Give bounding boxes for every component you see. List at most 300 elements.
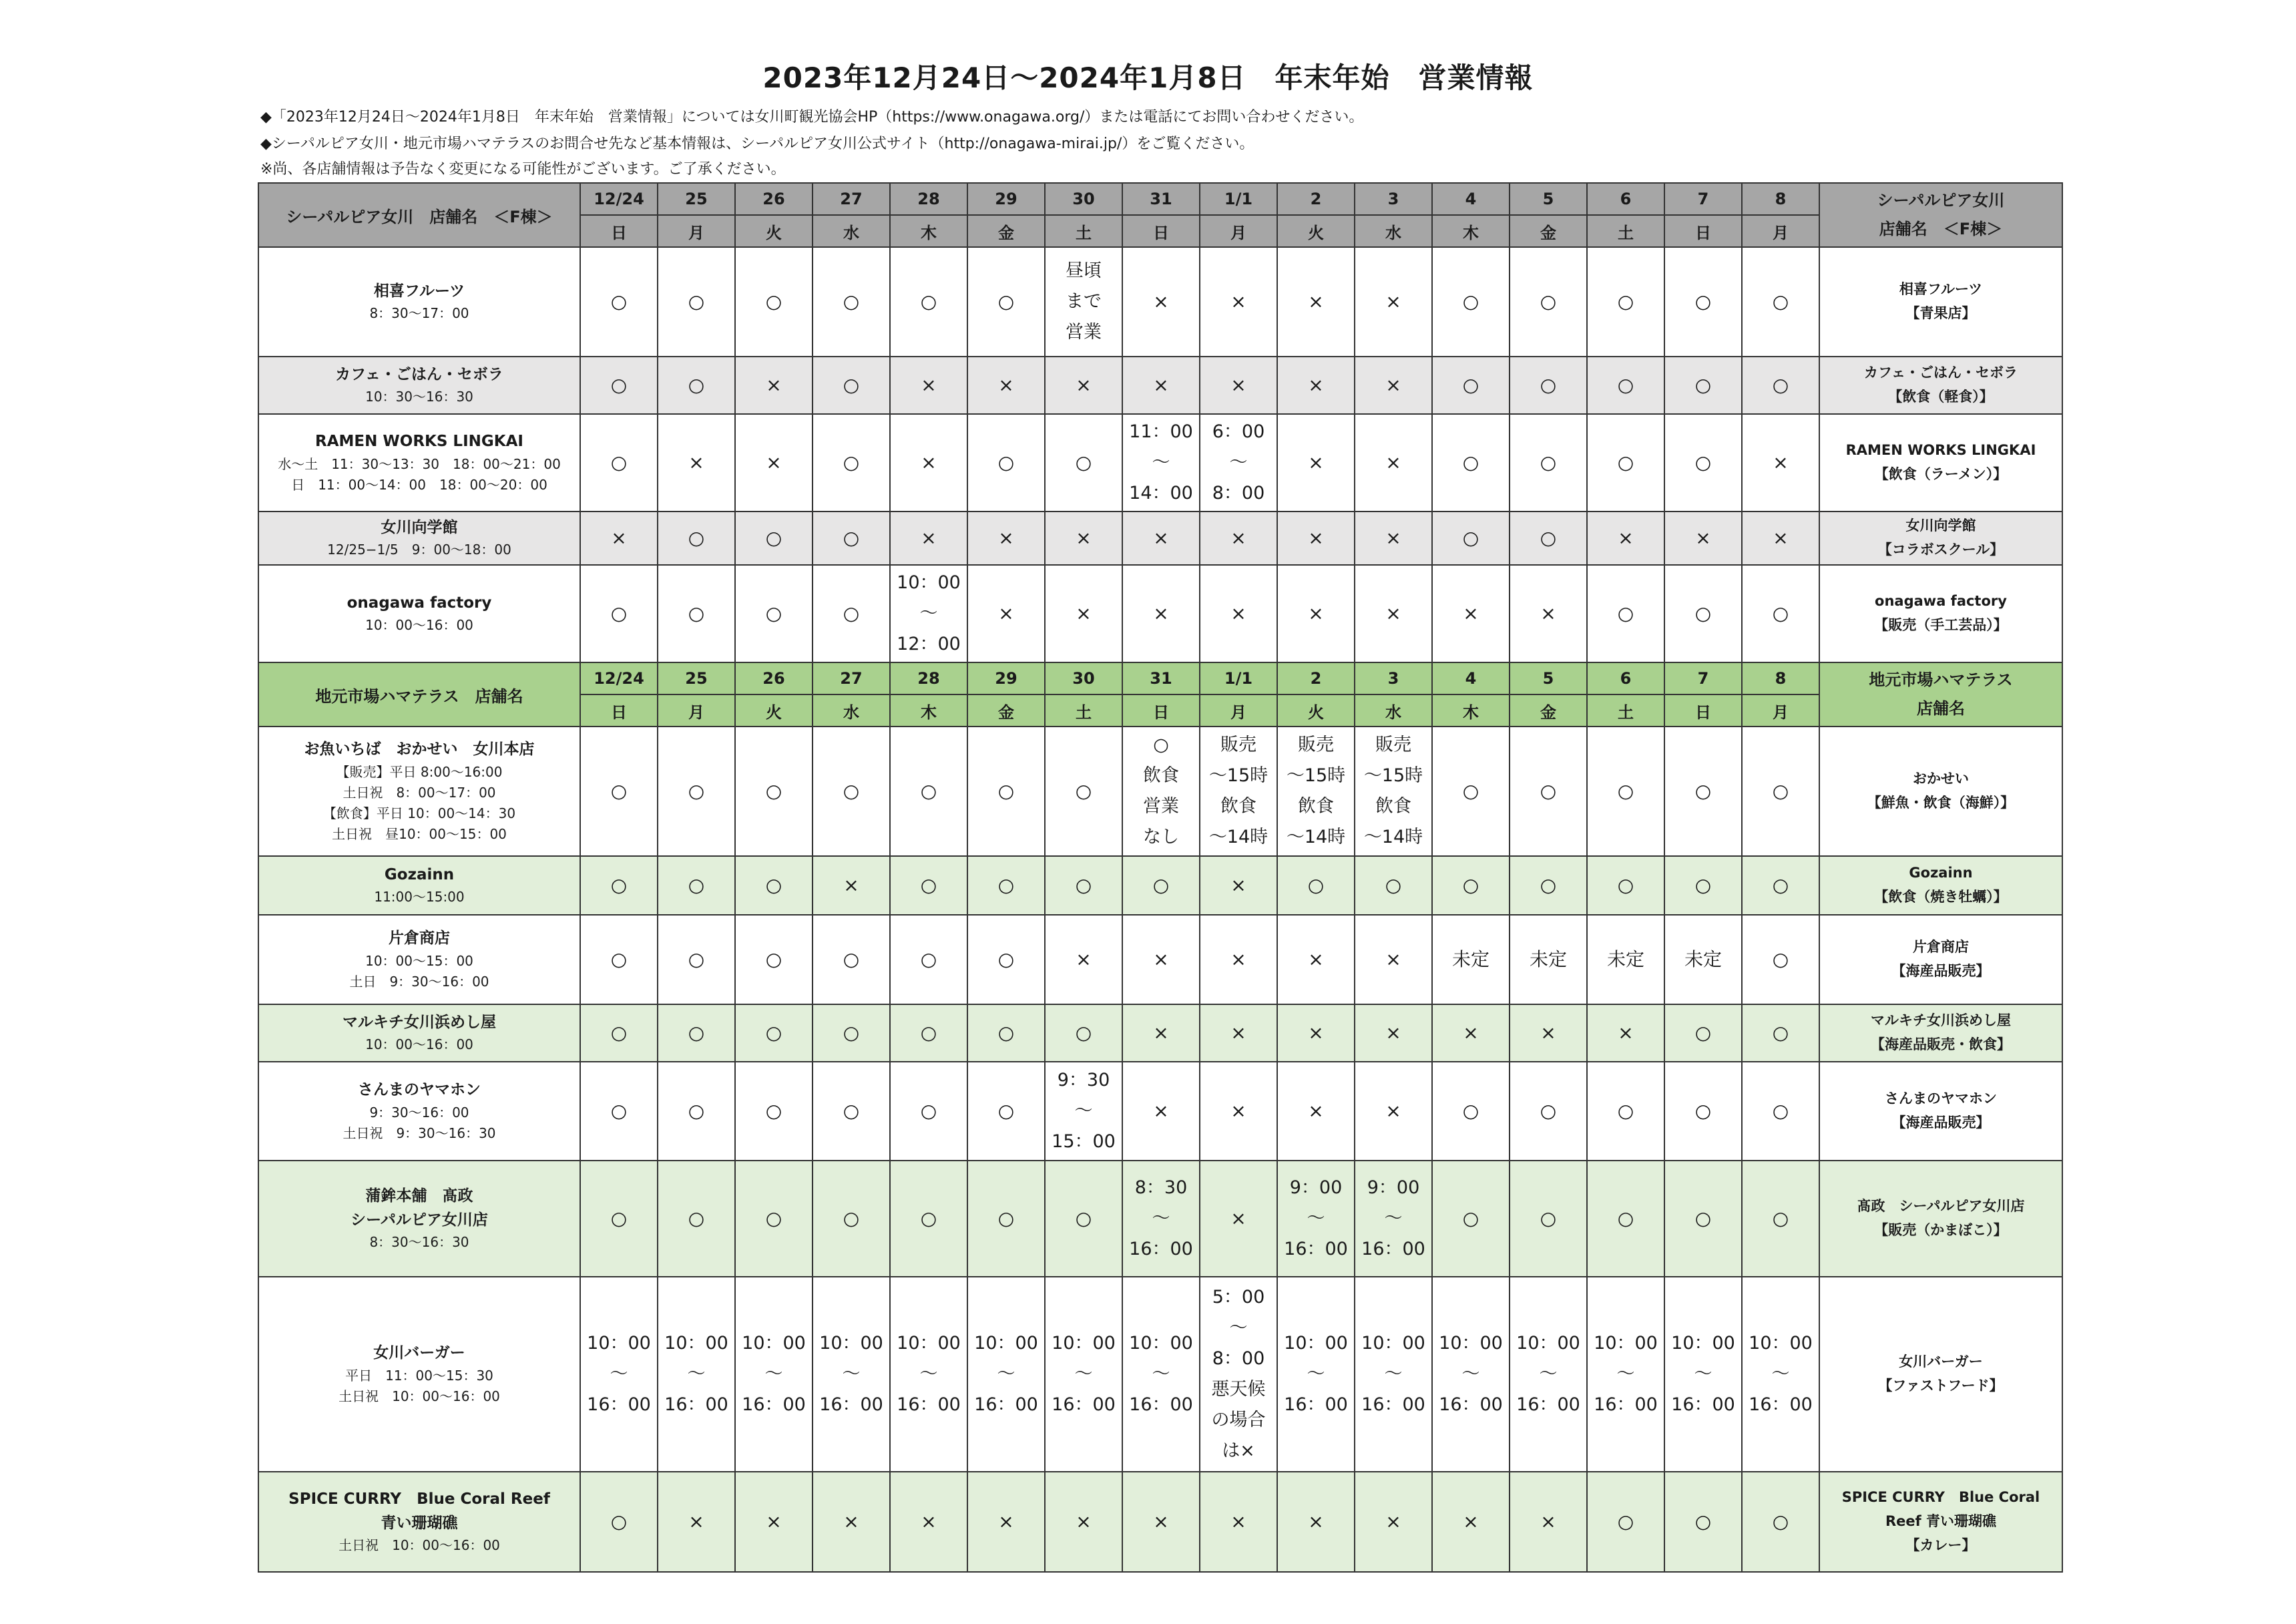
status-cell: × bbox=[890, 512, 967, 565]
status-cell: ○ bbox=[890, 727, 967, 856]
status-cell: ○ bbox=[1432, 727, 1510, 856]
status-cell: × bbox=[1045, 915, 1122, 1004]
weekday-header: 水 bbox=[1355, 694, 1432, 727]
status-cell: 9：00 ～ 16：00 bbox=[1355, 1161, 1432, 1277]
store-row bbox=[258, 727, 2062, 856]
store-category-cell: 髙政 シーパルピア女川店 【販売（かまぼこ）】 bbox=[1819, 1161, 2062, 1277]
status-cell: ○ bbox=[1045, 1161, 1122, 1277]
status-cell: ○ bbox=[1664, 1004, 1742, 1062]
status-cell: ○ bbox=[1510, 512, 1587, 565]
status-cell: ○ bbox=[1664, 1161, 1742, 1277]
status-cell: × bbox=[1200, 565, 1277, 662]
store-name-cell bbox=[258, 247, 580, 357]
status-cell: ○ bbox=[735, 1161, 813, 1277]
weekday-header: 火 bbox=[1277, 694, 1355, 727]
status-cell: 10：00 ～ 16：00 bbox=[967, 1277, 1045, 1472]
weekday-header: 火 bbox=[735, 694, 813, 727]
section-header-dates bbox=[258, 183, 2062, 215]
status-cell: ○ bbox=[1742, 915, 1819, 1004]
status-cell: × bbox=[1200, 247, 1277, 357]
section-header-right: 地元市場ハマテラス 店舗名 bbox=[1819, 662, 2062, 727]
store-hours: 【飲食】平日 10：00～14：30 bbox=[322, 805, 516, 821]
status-cell: ○ bbox=[1432, 414, 1510, 512]
store-row bbox=[258, 1277, 2062, 1472]
status-cell: ○ bbox=[1510, 727, 1587, 856]
date-header: 2 bbox=[1277, 183, 1355, 215]
status-cell: ○ bbox=[735, 1004, 813, 1062]
status-cell: ○ bbox=[890, 915, 967, 1004]
status-cell: ○ bbox=[1664, 414, 1742, 512]
store-hours: 土日祝 昼10：00～15：00 bbox=[332, 825, 507, 842]
date-header: 31 bbox=[1122, 662, 1200, 694]
status-cell: × bbox=[967, 565, 1045, 662]
status-cell: ○ bbox=[890, 1004, 967, 1062]
store-name: 青い珊瑚礁 bbox=[381, 1514, 458, 1532]
section-header-right: シーパルピア女川 店舗名 ＜F棟＞ bbox=[1819, 183, 2062, 247]
status-cell: ○ bbox=[1045, 1004, 1122, 1062]
weekday-header: 月 bbox=[658, 694, 735, 727]
store-row bbox=[258, 414, 2062, 512]
store-name: onagawa factory bbox=[347, 594, 492, 612]
status-cell: × bbox=[1200, 1472, 1277, 1572]
store-name: RAMEN WORKS LINGKAI bbox=[315, 433, 523, 451]
status-cell: 販売 ～15時 飲食 ～14時 bbox=[1200, 727, 1277, 856]
status-cell: × bbox=[1355, 512, 1432, 565]
status-cell: ○ bbox=[580, 565, 658, 662]
status-cell: × bbox=[1587, 1004, 1664, 1062]
status-cell: ○ bbox=[967, 1004, 1045, 1062]
status-cell: × bbox=[735, 414, 813, 512]
status-cell: × bbox=[1432, 1472, 1510, 1572]
status-cell: × bbox=[1432, 1004, 1510, 1062]
weekday-header: 土 bbox=[1587, 215, 1664, 247]
status-cell: 未定 bbox=[1664, 915, 1742, 1004]
status-cell: ○ bbox=[580, 1062, 658, 1161]
status-cell: ○ bbox=[1355, 856, 1432, 915]
date-header: 26 bbox=[735, 662, 813, 694]
status-cell: ○ bbox=[580, 915, 658, 1004]
status-cell: ○ bbox=[1664, 357, 1742, 414]
date-header: 25 bbox=[658, 183, 735, 215]
date-header: 30 bbox=[1045, 183, 1122, 215]
status-cell: ○ bbox=[813, 1004, 890, 1062]
status-cell: ○ bbox=[735, 1062, 813, 1161]
status-cell: × bbox=[1277, 247, 1355, 357]
date-header: 28 bbox=[890, 662, 967, 694]
status-cell: ○ bbox=[813, 357, 890, 414]
status-cell: × bbox=[1200, 856, 1277, 915]
status-cell: ○ bbox=[658, 1004, 735, 1062]
status-cell: × bbox=[1510, 1472, 1587, 1572]
store-name-cell bbox=[258, 565, 580, 662]
status-cell: × bbox=[1355, 1472, 1432, 1572]
status-cell: ○ bbox=[1587, 856, 1664, 915]
status-cell: ○ bbox=[967, 414, 1045, 512]
status-cell: × bbox=[1277, 357, 1355, 414]
note-official-site: ◆シーパルピア女川・地元市場ハマテラスのお問合せ先など基本情報は、シーパルピア女川公式サイト（http://onagawa-mirai.jp/）をご覧ください。 bbox=[260, 136, 1254, 152]
status-cell: ○ bbox=[1664, 856, 1742, 915]
date-header: 8 bbox=[1742, 662, 1819, 694]
status-cell: ○ bbox=[580, 1004, 658, 1062]
status-cell: × bbox=[1277, 1472, 1355, 1572]
store-hours: 10：00～16：00 bbox=[365, 1036, 473, 1053]
status-cell: 10：00 ～ 16：00 bbox=[890, 1277, 967, 1472]
weekday-header: 日 bbox=[1122, 694, 1200, 727]
date-header: 29 bbox=[967, 183, 1045, 215]
status-cell: ○ bbox=[658, 915, 735, 1004]
status-cell: ○ bbox=[813, 414, 890, 512]
status-cell: × bbox=[580, 512, 658, 565]
status-cell: 販売 ～15時 飲食 ～14時 bbox=[1277, 727, 1355, 856]
status-cell: ○ bbox=[813, 247, 890, 357]
status-cell: ○ bbox=[1277, 856, 1355, 915]
status-cell: 11：00 ～ 14：00 bbox=[1122, 414, 1200, 512]
store-category-cell: RAMEN WORKS LINGKAI 【飲食（ラーメン）】 bbox=[1819, 414, 2062, 512]
status-cell: × bbox=[1122, 1472, 1200, 1572]
status-cell: × bbox=[1277, 414, 1355, 512]
status-cell: ○ bbox=[967, 1161, 1045, 1277]
status-cell: × bbox=[1277, 1062, 1355, 1161]
status-cell: ○ bbox=[658, 1062, 735, 1161]
status-cell: ○ bbox=[1587, 1161, 1664, 1277]
date-header: 6 bbox=[1587, 183, 1664, 215]
status-cell: × bbox=[890, 414, 967, 512]
status-cell: 未定 bbox=[1510, 915, 1587, 1004]
status-cell: ○ bbox=[1510, 357, 1587, 414]
status-cell: × bbox=[1122, 357, 1200, 414]
store-category-cell: カフェ・ごはん・セボラ 【飲食（軽食）】 bbox=[1819, 357, 2062, 414]
status-cell: 10：00 ～ 16：00 bbox=[1355, 1277, 1432, 1472]
store-name-cell bbox=[258, 414, 580, 512]
status-cell: × bbox=[658, 414, 735, 512]
date-header: 31 bbox=[1122, 183, 1200, 215]
status-cell: 昼頃 まで 営業 bbox=[1045, 247, 1122, 357]
status-cell: 10：00 ～ 16：00 bbox=[1664, 1277, 1742, 1472]
weekday-header: 木 bbox=[1432, 215, 1510, 247]
status-cell: × bbox=[1045, 357, 1122, 414]
status-cell: ○ bbox=[967, 915, 1045, 1004]
status-cell: ○ bbox=[813, 727, 890, 856]
status-cell: × bbox=[1277, 565, 1355, 662]
status-cell: × bbox=[1045, 512, 1122, 565]
status-cell: ○ bbox=[1664, 727, 1742, 856]
status-cell: ○ bbox=[1742, 1472, 1819, 1572]
status-cell: ○ bbox=[580, 1161, 658, 1277]
status-cell: 10：00 ～ 16：00 bbox=[813, 1277, 890, 1472]
store-row bbox=[258, 1161, 2062, 1277]
status-cell: × bbox=[813, 856, 890, 915]
status-cell: ○ bbox=[1664, 1472, 1742, 1572]
status-cell: × bbox=[1122, 565, 1200, 662]
store-row bbox=[258, 565, 2062, 662]
store-row bbox=[258, 1004, 2062, 1062]
date-header: 8 bbox=[1742, 183, 1819, 215]
section-header-left: シーパルピア女川 店舗名 ＜F棟＞ bbox=[258, 183, 580, 247]
status-cell: ○ bbox=[735, 565, 813, 662]
status-cell: ○ bbox=[1510, 1161, 1587, 1277]
weekday-header: 日 bbox=[1122, 215, 1200, 247]
note-contact: ◆「2023年12月24日～2024年1月8日 年末年始 営業情報」については女川町観光協会HP（https://www.onagawa.org/）または電話にてお問い合わせください。 bbox=[260, 109, 1364, 126]
date-header: 30 bbox=[1045, 662, 1122, 694]
weekday-header: 土 bbox=[1045, 215, 1122, 247]
status-cell: 10：00 ～ 16：00 bbox=[1510, 1277, 1587, 1472]
store-row bbox=[258, 1062, 2062, 1161]
weekday-header: 日 bbox=[580, 215, 658, 247]
status-cell: × bbox=[1122, 1004, 1200, 1062]
weekday-header: 木 bbox=[890, 694, 967, 727]
store-hours: 土日祝 9：30～16：30 bbox=[342, 1125, 496, 1141]
store-hours: 土日祝 10：00～16：00 bbox=[338, 1537, 500, 1554]
status-cell: 10：00 ～ 12：00 bbox=[890, 565, 967, 662]
status-cell: 10：00 ～ 16：00 bbox=[580, 1277, 658, 1472]
status-cell: ○ bbox=[1045, 414, 1122, 512]
status-cell: ○ bbox=[658, 247, 735, 357]
status-cell: 販売 ～15時 飲食 ～14時 bbox=[1355, 727, 1432, 856]
store-row bbox=[258, 915, 2062, 1004]
date-header: 27 bbox=[813, 183, 890, 215]
status-cell: 10：00 ～ 16：00 bbox=[1277, 1277, 1355, 1472]
status-cell: ○ bbox=[890, 856, 967, 915]
page-title: 2023年12月24日～2024年1月8日 年末年始 営業情報 bbox=[762, 61, 1534, 94]
date-header: 4 bbox=[1432, 183, 1510, 215]
status-cell: 10：00 ～ 16：00 bbox=[658, 1277, 735, 1472]
status-cell: ○ bbox=[1742, 727, 1819, 856]
status-cell: ○ bbox=[1587, 414, 1664, 512]
store-name-cell bbox=[258, 512, 580, 565]
status-cell: ○ bbox=[967, 1062, 1045, 1161]
store-hours: 9：30～16：00 bbox=[369, 1104, 469, 1121]
store-hours: 8：30～17：00 bbox=[369, 305, 469, 322]
status-cell: 未定 bbox=[1432, 915, 1510, 1004]
date-header: 7 bbox=[1664, 183, 1742, 215]
weekday-header: 月 bbox=[658, 215, 735, 247]
status-cell: × bbox=[890, 1472, 967, 1572]
status-cell: × bbox=[1355, 357, 1432, 414]
weekday-header: 日 bbox=[1664, 215, 1742, 247]
store-hours: 土日祝 8：00～17：00 bbox=[342, 784, 496, 801]
store-hours: 土日 9：30～16：00 bbox=[349, 973, 489, 990]
status-cell: 10：00 ～ 16：00 bbox=[1587, 1277, 1664, 1472]
status-cell: × bbox=[1355, 414, 1432, 512]
status-cell: 8：30 ～ 16：00 bbox=[1122, 1161, 1200, 1277]
store-name: 女川向学館 bbox=[381, 518, 458, 536]
status-cell: 10：00 ～ 16：00 bbox=[1742, 1277, 1819, 1472]
status-cell: ○ bbox=[1587, 1062, 1664, 1161]
store-name: 片倉商店 bbox=[389, 930, 450, 948]
status-cell: ○ bbox=[967, 247, 1045, 357]
store-hours: 日 11：00～14：00 18：00～20：00 bbox=[291, 476, 547, 493]
status-cell: ○ bbox=[658, 512, 735, 565]
status-cell: ○ bbox=[1742, 856, 1819, 915]
status-cell: ○ bbox=[813, 565, 890, 662]
status-cell: ○ bbox=[1587, 565, 1664, 662]
status-cell: × bbox=[1277, 915, 1355, 1004]
status-cell: ○ bbox=[890, 247, 967, 357]
store-name-cell bbox=[258, 1004, 580, 1062]
store-category-cell: 女川向学館 【コラボスクール】 bbox=[1819, 512, 2062, 565]
status-cell: 9：00 ～ 16：00 bbox=[1277, 1161, 1355, 1277]
date-header: 1/1 bbox=[1200, 662, 1277, 694]
status-cell: ○ bbox=[1587, 247, 1664, 357]
status-cell: × bbox=[813, 1472, 890, 1572]
status-cell: × bbox=[735, 357, 813, 414]
date-header: 3 bbox=[1355, 183, 1432, 215]
store-row bbox=[258, 512, 2062, 565]
store-hours: 8：30～16：30 bbox=[369, 1234, 469, 1251]
status-cell: ○ bbox=[1432, 512, 1510, 565]
store-name-cell bbox=[258, 357, 580, 414]
weekday-header: 月 bbox=[1200, 215, 1277, 247]
weekday-header: 月 bbox=[1200, 694, 1277, 727]
date-header: 1/1 bbox=[1200, 183, 1277, 215]
status-cell: ○ bbox=[1510, 856, 1587, 915]
status-cell: ○ bbox=[735, 247, 813, 357]
status-cell: × bbox=[1122, 247, 1200, 357]
status-cell: ○ bbox=[735, 856, 813, 915]
status-cell: ○ bbox=[658, 856, 735, 915]
status-cell: 未定 bbox=[1587, 915, 1664, 1004]
weekday-header: 金 bbox=[967, 215, 1045, 247]
store-name: カフェ・ごはん・セボラ bbox=[335, 365, 503, 383]
store-category-cell: 相喜フルーツ 【青果店】 bbox=[1819, 247, 2062, 357]
status-cell: ○ bbox=[658, 565, 735, 662]
weekday-header: 水 bbox=[813, 694, 890, 727]
store-hours: 10：30～16：30 bbox=[365, 389, 473, 405]
status-cell: ○ bbox=[813, 1161, 890, 1277]
status-cell: ○ bbox=[1122, 856, 1200, 915]
status-cell: ○ bbox=[1587, 1472, 1664, 1572]
status-cell: 10：00 ～ 16：00 bbox=[1122, 1277, 1200, 1472]
weekday-header: 木 bbox=[1432, 694, 1510, 727]
status-cell: ○ bbox=[735, 915, 813, 1004]
store-hours: 10：00～16：00 bbox=[365, 617, 473, 634]
status-cell: × bbox=[1355, 1004, 1432, 1062]
status-cell: ○ bbox=[1742, 1161, 1819, 1277]
status-cell: ○ bbox=[1432, 247, 1510, 357]
status-cell: × bbox=[1200, 1062, 1277, 1161]
store-name-cell bbox=[258, 1062, 580, 1161]
status-cell: × bbox=[1355, 915, 1432, 1004]
status-cell: ○ bbox=[658, 727, 735, 856]
status-cell: ○ bbox=[813, 915, 890, 1004]
status-cell: × bbox=[967, 357, 1045, 414]
store-name: さんまのヤマホン bbox=[358, 1081, 481, 1099]
status-cell: ○ bbox=[580, 856, 658, 915]
status-cell: ○ bbox=[1742, 247, 1819, 357]
status-cell: × bbox=[1045, 1472, 1122, 1572]
status-cell: 9：30 ～ 15：00 bbox=[1045, 1062, 1122, 1161]
weekday-header: 月 bbox=[1742, 215, 1819, 247]
status-cell: ○ bbox=[658, 1161, 735, 1277]
status-cell: ○ bbox=[1510, 414, 1587, 512]
status-cell: 10：00 ～ 16：00 bbox=[735, 1277, 813, 1472]
status-cell: × bbox=[1122, 915, 1200, 1004]
store-row bbox=[258, 1472, 2062, 1572]
status-cell: ○ bbox=[1587, 727, 1664, 856]
store-name-cell bbox=[258, 1161, 580, 1277]
store-category-cell: Gozainn 【飲食（焼き牡蠣）】 bbox=[1819, 856, 2062, 915]
date-header: 4 bbox=[1432, 662, 1510, 694]
store-hours: 水～土 11：30～13：30 18：00～21：00 bbox=[278, 455, 561, 472]
date-header: 6 bbox=[1587, 662, 1664, 694]
store-category-cell: SPICE CURRY Blue Coral Reef 青い珊瑚礁 【カレー】 bbox=[1819, 1472, 2062, 1572]
date-header: 29 bbox=[967, 662, 1045, 694]
status-cell: ○ bbox=[1510, 247, 1587, 357]
status-cell: ○ bbox=[1432, 1161, 1510, 1277]
status-cell: ○ bbox=[1432, 357, 1510, 414]
weekday-header: 日 bbox=[580, 694, 658, 727]
date-header: 25 bbox=[658, 662, 735, 694]
section-header-dates bbox=[258, 662, 2062, 694]
weekday-header: 水 bbox=[813, 215, 890, 247]
status-cell: × bbox=[1200, 1161, 1277, 1277]
status-cell: × bbox=[1510, 1004, 1587, 1062]
store-row bbox=[258, 856, 2062, 915]
status-cell: ○ bbox=[890, 1161, 967, 1277]
weekday-header: 木 bbox=[890, 215, 967, 247]
store-name: 相喜フルーツ bbox=[373, 282, 465, 300]
weekday-header: 土 bbox=[1045, 694, 1122, 727]
weekday-header: 月 bbox=[1742, 694, 1819, 727]
store-name: お魚いちば おかせい 女川本店 bbox=[304, 741, 535, 759]
store-hours: 11:00～15:00 bbox=[374, 889, 465, 905]
status-cell: ○ bbox=[580, 1472, 658, 1572]
status-cell: × bbox=[1200, 357, 1277, 414]
status-cell: ○ bbox=[580, 247, 658, 357]
status-cell: × bbox=[1200, 512, 1277, 565]
status-cell: × bbox=[1587, 512, 1664, 565]
status-cell: ○ bbox=[1664, 565, 1742, 662]
status-cell: × bbox=[1510, 565, 1587, 662]
status-cell: ○ bbox=[1587, 357, 1664, 414]
date-header: 12/24 bbox=[580, 183, 658, 215]
status-cell: × bbox=[967, 512, 1045, 565]
weekday-header: 金 bbox=[967, 694, 1045, 727]
store-category-cell: onagawa factory 【販売（手工芸品）】 bbox=[1819, 565, 2062, 662]
status-cell: × bbox=[1045, 565, 1122, 662]
date-header: 5 bbox=[1510, 183, 1587, 215]
status-cell: ○ bbox=[580, 414, 658, 512]
store-hours: 【販売】平日 8:00～16:00 bbox=[336, 763, 503, 780]
store-row bbox=[258, 357, 2062, 414]
status-cell: ○ bbox=[735, 727, 813, 856]
status-cell: ○ 飲食 営業 なし bbox=[1122, 727, 1200, 856]
weekday-header: 日 bbox=[1664, 694, 1742, 727]
store-name: Gozainn bbox=[384, 865, 455, 883]
status-cell: ○ bbox=[1664, 1062, 1742, 1161]
status-cell: × bbox=[1355, 1062, 1432, 1161]
store-name-cell bbox=[258, 727, 580, 856]
status-cell: × bbox=[1432, 565, 1510, 662]
status-cell: ○ bbox=[658, 357, 735, 414]
weekday-header: 金 bbox=[1510, 215, 1587, 247]
store-hours: 土日祝 10：00～16：00 bbox=[338, 1388, 500, 1404]
store-row bbox=[258, 247, 2062, 357]
weekday-header: 金 bbox=[1510, 694, 1587, 727]
store-name: マルキチ女川浜めし屋 bbox=[342, 1013, 496, 1031]
status-cell: × bbox=[1122, 1062, 1200, 1161]
status-cell: × bbox=[1277, 1004, 1355, 1062]
status-cell: ○ bbox=[1742, 357, 1819, 414]
store-hours: 平日 11：00～15：30 bbox=[345, 1367, 493, 1384]
status-cell: ○ bbox=[580, 357, 658, 414]
store-name-cell bbox=[258, 1277, 580, 1472]
status-cell: ○ bbox=[580, 727, 658, 856]
status-cell: × bbox=[1355, 247, 1432, 357]
status-cell: ○ bbox=[1510, 1062, 1587, 1161]
weekday-header: 火 bbox=[735, 215, 813, 247]
store-category-cell: さんまのヤマホン 【海産品販売】 bbox=[1819, 1062, 2062, 1161]
